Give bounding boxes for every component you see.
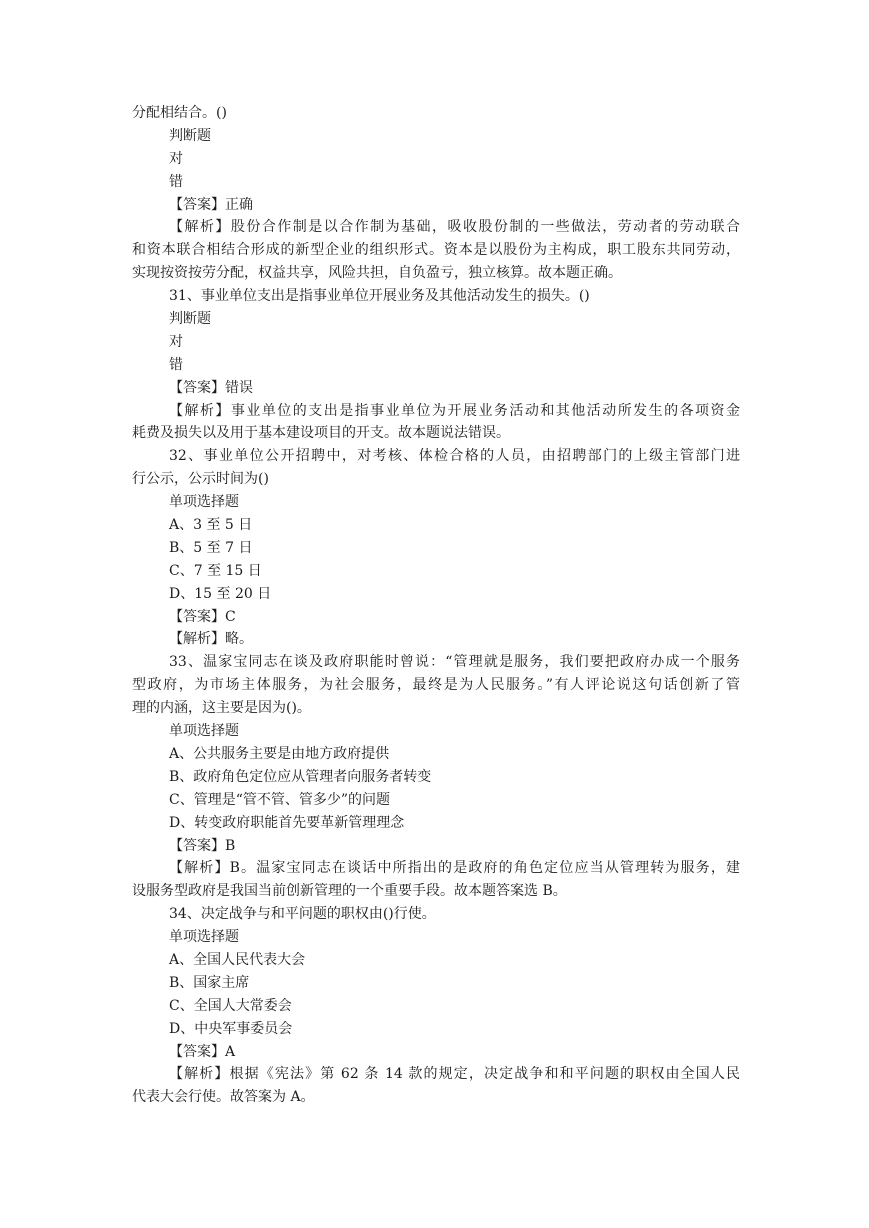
document-page <box>132 102 740 1109</box>
question-text-line: 31、事业单位支出是指事业单位开展业务及其他活动发生的损失。() <box>169 288 590 305</box>
explanation-line: 设服务型政府是我国当前创新管理的一个重要手段。故本题答案选 B。 <box>132 883 567 900</box>
explanation-line: 【解析】股份合作制是以合作制为基础，吸收股份制的一些做法，劳动者的劳动联合 <box>169 219 740 236</box>
explanation-line: 【解析】事业单位的支出是指事业单位为开展业务活动和其他活动所发生的各项资金 <box>169 402 740 419</box>
option-line: A、3 至 5 日 <box>169 517 253 534</box>
option-line: B、5 至 7 日 <box>169 539 253 556</box>
question-type-line: 判断题 <box>169 127 211 144</box>
option-line: D、15 至 20 日 <box>169 585 272 602</box>
option-line: B、政府角色定位应从管理者向服务者转变 <box>169 768 432 785</box>
option-line: 对 <box>169 333 183 350</box>
option-line: A、公共服务主要是由地方政府提供 <box>169 745 390 762</box>
question-text-line: 理的内涵，这主要是因为()。 <box>132 700 311 717</box>
explanation-line: 【解析】根据《宪法》第 62 条 14 款的规定，决定战争和和平问题的职权由全国人民 <box>169 1066 740 1083</box>
question-type-line: 单项选择题 <box>169 494 239 511</box>
question-text-line: 32、事业单位公开招聘中，对考核、体检合格的人员，由招聘部门的上级主管部门进 <box>169 448 740 465</box>
explanation-line: 实现按资按劳分配，权益共享，风险共担，自负盈亏，独立核算。故本题正确。 <box>132 265 622 282</box>
explanation-line: 【解析】略。 <box>169 631 253 648</box>
explanation-line: 【解析】B。温家宝同志在谈话中所指出的是政府的角色定位应当从管理转为服务，建 <box>169 860 740 877</box>
option-line: D、转变政府职能首先要革新管理理念 <box>169 814 405 831</box>
explanation-line: 代表大会行使。故答案为 A。 <box>132 1089 315 1106</box>
answer-line: 【答案】正确 <box>169 196 253 213</box>
question-type-line: 单项选择题 <box>169 929 239 946</box>
explanation-line: 耗费及损失以及用于基本建设项目的开支。故本题说法错误。 <box>132 425 510 442</box>
option-line: A、全国人民代表大会 <box>169 951 306 968</box>
option-line: C、管理是“管不管、管多少”的问题 <box>169 791 391 808</box>
answer-line: 【答案】错误 <box>169 379 253 396</box>
question-text-line: 分配相结合。() <box>132 105 227 121</box>
option-line: 错 <box>169 173 183 190</box>
option-line: C、全国人大常委会 <box>169 997 292 1014</box>
question-text-line: 型政府，为市场主体服务，为社会服务，最终是为人民服务。”有人评论说这句话创新了管 <box>132 677 740 694</box>
option-line: 错 <box>169 356 183 373</box>
question-type-line: 单项选择题 <box>169 723 239 740</box>
answer-line: 【答案】A <box>169 1043 236 1060</box>
question-text-line: 33、温家宝同志在谈及政府职能时曾说：“管理就是服务，我们要把政府办成一个服务 <box>169 654 740 671</box>
option-line: C、7 至 15 日 <box>169 562 262 579</box>
answer-line: 【答案】C <box>169 608 236 625</box>
question-text-line: 34、决定战争与和平问题的职权由()行使。 <box>169 906 436 923</box>
question-text-line: 行公示，公示时间为() <box>132 471 269 488</box>
explanation-line: 和资本联合相结合形成的新型企业的组织形式。资本是以股份为主构成，职工股东共同劳动， <box>132 242 740 259</box>
option-line: B、国家主席 <box>169 974 250 991</box>
option-line: D、中央军事委员会 <box>169 1020 293 1037</box>
question-type-line: 判断题 <box>169 311 211 328</box>
option-line: 对 <box>169 150 183 167</box>
answer-line: 【答案】B <box>169 837 236 854</box>
